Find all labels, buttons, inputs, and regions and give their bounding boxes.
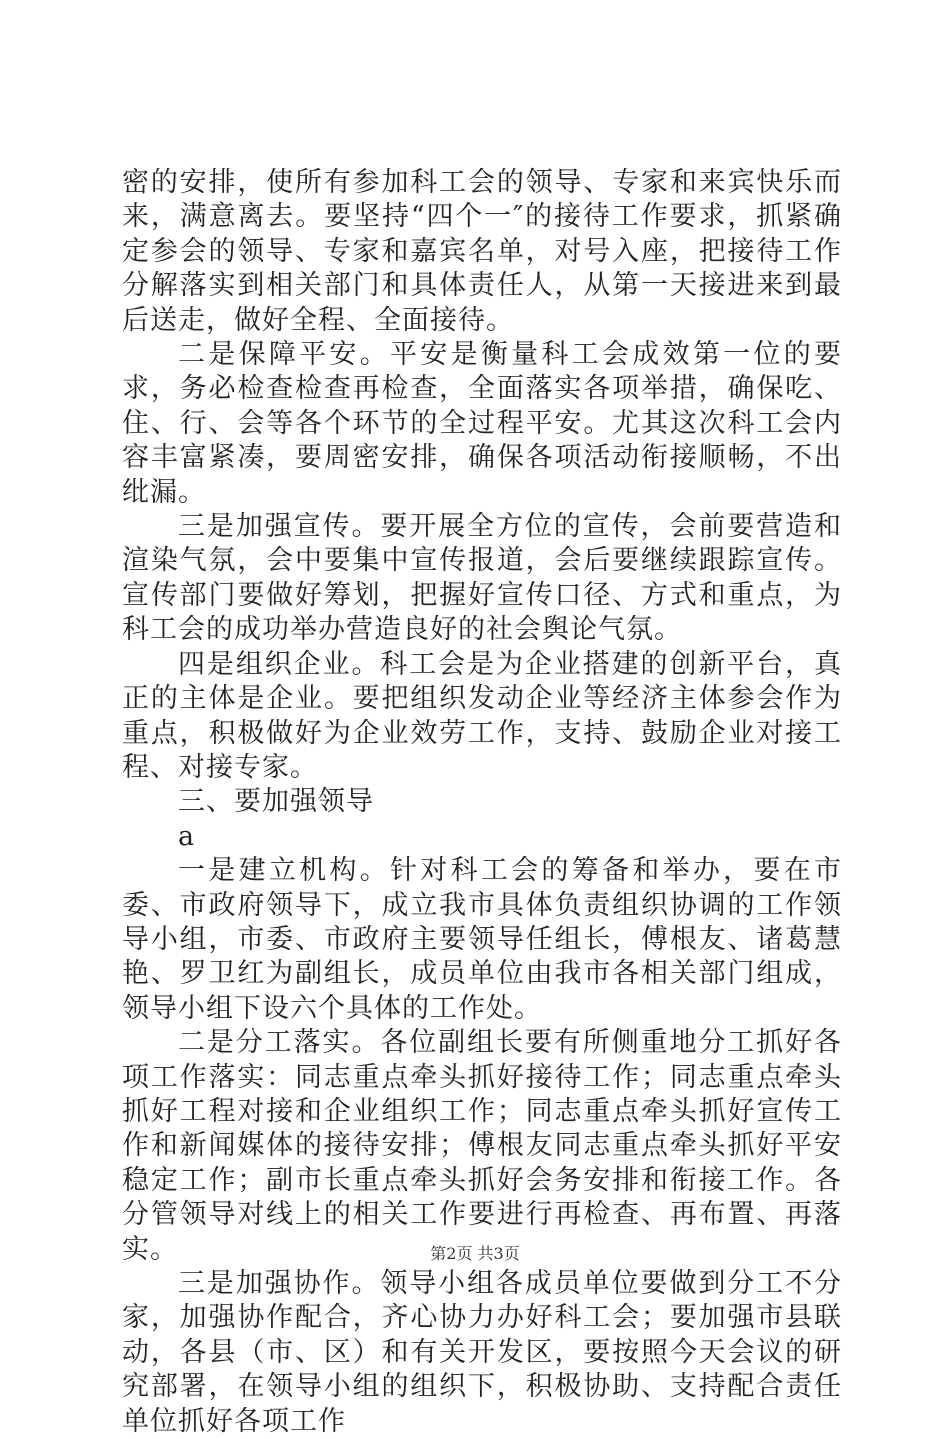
paragraph-continued: 密的安排，使所有参加科工会的领导、专家和来宾快乐而来，满意离去。要坚持“四个一″的接待工作要求，抓紧确定参会的领导、专家和嘉宾名单，对号入座，把接待工作分解落实到相关部门和具体责任人，从第一天接进来到最后送走，做好全程、全面接待。 (122, 167, 842, 336)
paragraph-division-of-labor: 二是分工落实。各位副组长要有所侧重地分工抓好各项工作落实：同志重点牵头抓好接待工作；同志重点牵头抓好工程对接和企业组织工作；同志重点牵头抓好宣传工作和新闻媒体的接待安排；傅根友同志重点牵头抓好平安稳定工作；副市长重点牵头抓好会务安排和衔接工作。各分管领导对线上的相关工作要进行再检查、再布置、再落实。 (122, 1027, 842, 1265)
paragraph-organize-enterprises: 四是组织企业。科工会是为企业搭建的创新平台，真正的主体是企业。要把组织发动企业等经济主体参会作为重点，积极做好为企业效劳工作，支持、鼓励企业对接工程、对接专家。 (122, 648, 842, 783)
paragraph-ensure-safety: 二是保障平安。平安是衡量科工会成效第一位的要求，务必检查检查再检查，全面落实各项举措，确保吃、住、行、会等各个环节的全过程平安。尤其这次科工会内容丰富紧凑，要周密安排，确保各项活动衔接顺畅，不出纰漏。 (122, 339, 842, 508)
section-heading-leadership: 三、要加强领导 (178, 786, 374, 818)
paragraph-stray-letter: a (178, 820, 196, 852)
paragraph-publicity: 三是加强宣传。要开展全方位的宣传，会前要营造和渲染气氛，会中要集中宣传报道，会后要继续跟踪宣传。宣传部门要做好筹划，把握好宣传口径、方式和重点，为科工会的成功举办营造良好的社会舆论气氛。 (122, 511, 842, 646)
paragraph-establish-organization: 一是建立机构。针对科工会的筹备和举办，要在市委、市政府领导下，成立我市具体负责组织协调的工作领导小组，市委、市政府主要领导任组长，傅根友、诸葛慧艳、罗卫红为副组长，成员单位由我市各相关部门组成，领导小组下设六个具体的工作处。 (122, 855, 842, 1024)
page-footer: 第2页 共3页 (430, 1244, 520, 1263)
paragraph-collaboration: 三是加强协作。领导小组各成员单位要做到分工不分家，加强协作配合，齐心协力办好科工会；要加强市县联动，各县（市、区）和有关开发区，要按照今天会议的研究部署，在领导小组的组织下，积极协助、支持配合责任单位抓好各项工作 (122, 1268, 842, 1437)
